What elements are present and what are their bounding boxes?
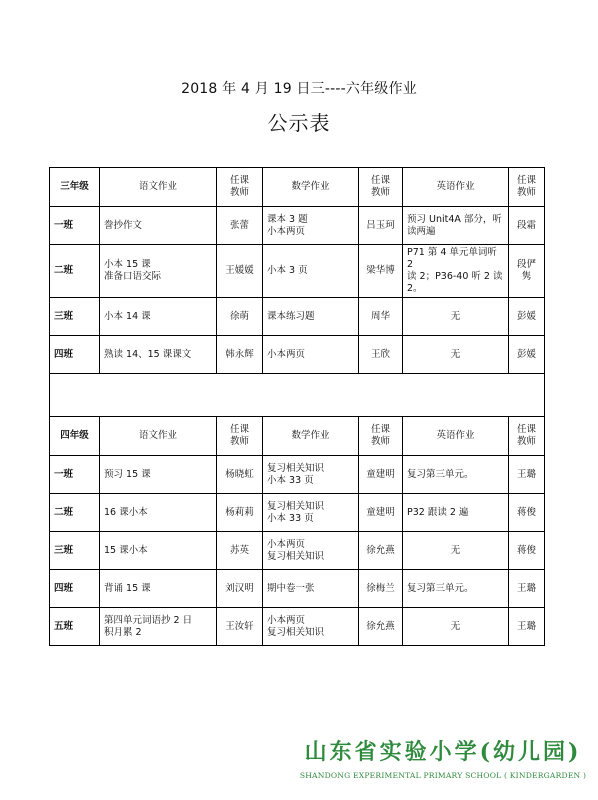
chinese-homework-cell	[100, 245, 217, 298]
english-homework-cell	[403, 336, 509, 374]
english-homework-cell	[403, 456, 509, 494]
cell-line: 小本两页	[267, 614, 306, 626]
math-teacher-cell: 徐允燕	[359, 532, 403, 570]
chinese-homework-cell	[100, 570, 217, 608]
class-name-cell: 一班	[50, 456, 100, 494]
cell-line: 复习第三单元。	[407, 582, 474, 594]
table-row	[50, 456, 545, 494]
chinese-teacher-cell: 杨晓虹	[217, 456, 263, 494]
chinese-teacher-cell: 韩永辉	[217, 336, 263, 374]
cell-line: 课本练习题	[267, 310, 315, 322]
chinese-homework-cell	[100, 532, 217, 570]
cell-line: P32 跟读 2 遍	[407, 506, 469, 518]
school-logo	[296, 735, 590, 795]
math-homework-cell	[263, 608, 359, 646]
chinese-teacher-cell: 刘汉明	[217, 570, 263, 608]
math-teacher-header: 任课 教师	[359, 417, 403, 456]
chinese-homework-cell	[100, 494, 217, 532]
math-header: 数学作业	[263, 168, 359, 207]
cell-line: 熟读 14、15 课课文	[104, 348, 192, 360]
math-teacher-cell: 徐梅兰	[359, 570, 403, 608]
chinese-homework-cell	[100, 336, 217, 374]
english-teacher-cell: 王璐	[509, 608, 545, 646]
cell-line: 小本两页	[267, 225, 306, 237]
english-teacher-cell: 王璐	[509, 570, 545, 608]
math-teacher-cell: 吕玉珂	[359, 207, 403, 245]
table-row	[50, 532, 545, 570]
table-row	[50, 245, 545, 298]
cell-line: 誊抄作文	[104, 219, 143, 231]
math-teacher-cell: 童建明	[359, 494, 403, 532]
english-teacher-cell: 蒋俊	[509, 494, 545, 532]
chinese-header: 语文作业	[100, 168, 217, 207]
math-teacher-cell: 王欣	[359, 336, 403, 374]
math-homework-cell	[263, 298, 359, 336]
cell-line: 小本两页	[267, 348, 306, 360]
cell-line: 小本 33 页	[267, 474, 314, 486]
school-name-en: SHANDONG EXPERIMENTAL PRIMARY SCHOOL ( KINDERGARDEN )	[299, 771, 587, 780]
grade3-label: 三年级	[50, 168, 100, 207]
english-teacher-cell: 彭媛	[509, 336, 545, 374]
table-row	[50, 336, 545, 374]
english-homework-cell	[403, 570, 509, 608]
chinese-homework-cell	[100, 298, 217, 336]
cell-line: 复习第三单元。	[407, 468, 474, 480]
school-name-cn: 山东省实验小学(幼儿园)	[304, 739, 582, 765]
cell-line: 2。	[407, 283, 423, 294]
class-name-cell: 四班	[50, 336, 100, 374]
cell-line: 小本两页	[267, 538, 306, 550]
cell-line: 第四单元词语抄 2 日	[104, 614, 193, 626]
cell-line: 预习 Unit4A 部分，听	[407, 213, 502, 225]
english-teacher-header: 任课 教师	[509, 417, 545, 456]
english-homework-cell	[403, 298, 509, 336]
chinese-teacher-cell: 徐萌	[217, 298, 263, 336]
english-header: 英语作业	[403, 417, 509, 456]
math-homework-cell	[263, 532, 359, 570]
chinese-teacher-cell: 王媛媛	[217, 245, 263, 298]
math-homework-cell	[263, 456, 359, 494]
chinese-teacher-cell: 杨莉莉	[217, 494, 263, 532]
math-homework-cell	[263, 336, 359, 374]
page-title: 2018 年 4 月 19 日三----六年级作业	[181, 81, 417, 97]
grade4-section	[50, 417, 545, 646]
cell-line: P71 第 4 单元单词听 2	[407, 247, 497, 270]
gap-cell	[50, 374, 545, 417]
cell-line: 期中卷一张	[267, 582, 315, 594]
math-teacher-cell: 梁华博	[359, 245, 403, 298]
chinese-teacher-cell: 张蕾	[217, 207, 263, 245]
chinese-homework-cell	[100, 207, 217, 245]
chinese-teacher-cell: 苏英	[217, 532, 263, 570]
chinese-teacher-header: 任课 教师	[217, 417, 263, 456]
grade3-section	[50, 168, 545, 374]
math-teacher-cell: 徐允燕	[359, 608, 403, 646]
class-name-cell: 三班	[50, 532, 100, 570]
cell-line: 16 课小本	[104, 506, 148, 518]
cell-line: 复习相关知识	[267, 626, 325, 638]
class-name-cell: 三班	[50, 298, 100, 336]
table-row	[50, 207, 545, 245]
class-name-cell: 四班	[50, 570, 100, 608]
chinese-teacher-header: 任课 教师	[217, 168, 263, 207]
english-homework-cell	[403, 532, 509, 570]
english-header: 英语作业	[403, 168, 509, 207]
chinese-header: 语文作业	[100, 417, 217, 456]
english-teacher-cell: 段霜	[509, 207, 545, 245]
grade4-header-row	[50, 417, 545, 456]
grade4-label: 四年级	[50, 417, 100, 456]
math-homework-cell	[263, 570, 359, 608]
grade-gap	[50, 374, 545, 417]
math-teacher-cell: 童建明	[359, 456, 403, 494]
math-homework-cell	[263, 494, 359, 532]
table-row	[50, 608, 545, 646]
page-subtitle: 公示表	[267, 111, 331, 135]
math-homework-cell	[263, 207, 359, 245]
cell-line: 无	[450, 348, 461, 360]
grade3-header-row	[50, 168, 545, 207]
cell-line: 预习 15 课	[104, 468, 151, 480]
table-row	[50, 494, 545, 532]
cell-line: 读 2；P36-40 听 2 读	[407, 271, 503, 282]
cell-line: 准备口语交际	[104, 271, 162, 282]
english-homework-cell	[403, 608, 509, 646]
english-teacher-cell: 蒋俊	[509, 532, 545, 570]
english-teacher-header: 任课 教师	[509, 168, 545, 207]
cell-line: 小本 33 页	[267, 512, 314, 524]
math-teacher-header: 任课 教师	[359, 168, 403, 207]
cell-line: 复习相关知识	[267, 550, 325, 562]
english-teacher-cell: 段俨隽	[509, 245, 545, 298]
cell-line: 背诵 15 课	[104, 582, 151, 594]
cell-line: 无	[450, 310, 461, 322]
cell-line: 复习相关知识	[267, 462, 325, 474]
cell-line: 无	[450, 620, 461, 632]
english-homework-cell	[403, 494, 509, 532]
cell-line: 小本 3 页	[267, 265, 308, 276]
math-homework-cell	[263, 245, 359, 298]
cell-line: 15 课小本	[104, 544, 148, 556]
class-name-cell: 二班	[50, 245, 100, 298]
class-name-cell: 二班	[50, 494, 100, 532]
table-row	[50, 298, 545, 336]
cell-line: 复习相关知识	[267, 500, 325, 512]
english-teacher-cell: 王璐	[509, 456, 545, 494]
math-header: 数学作业	[263, 417, 359, 456]
class-name-cell: 一班	[50, 207, 100, 245]
table-row	[50, 570, 545, 608]
chinese-teacher-cell: 王汝轩	[217, 608, 263, 646]
cell-line: 小本 14 课	[104, 310, 151, 322]
english-homework-cell	[403, 207, 509, 245]
cell-line: 小本 15 课	[104, 259, 151, 270]
cell-line: 积月累 2	[104, 626, 142, 638]
homework-table	[49, 167, 545, 646]
english-homework-cell	[403, 245, 509, 298]
chinese-homework-cell	[100, 608, 217, 646]
cell-line: 读两遍	[407, 225, 436, 237]
cell-line: 无	[450, 544, 461, 556]
math-teacher-cell: 周华	[359, 298, 403, 336]
chinese-homework-cell	[100, 456, 217, 494]
class-name-cell: 五班	[50, 608, 100, 646]
english-teacher-cell: 彭媛	[509, 298, 545, 336]
cell-line: 课本 3 题	[267, 213, 308, 225]
